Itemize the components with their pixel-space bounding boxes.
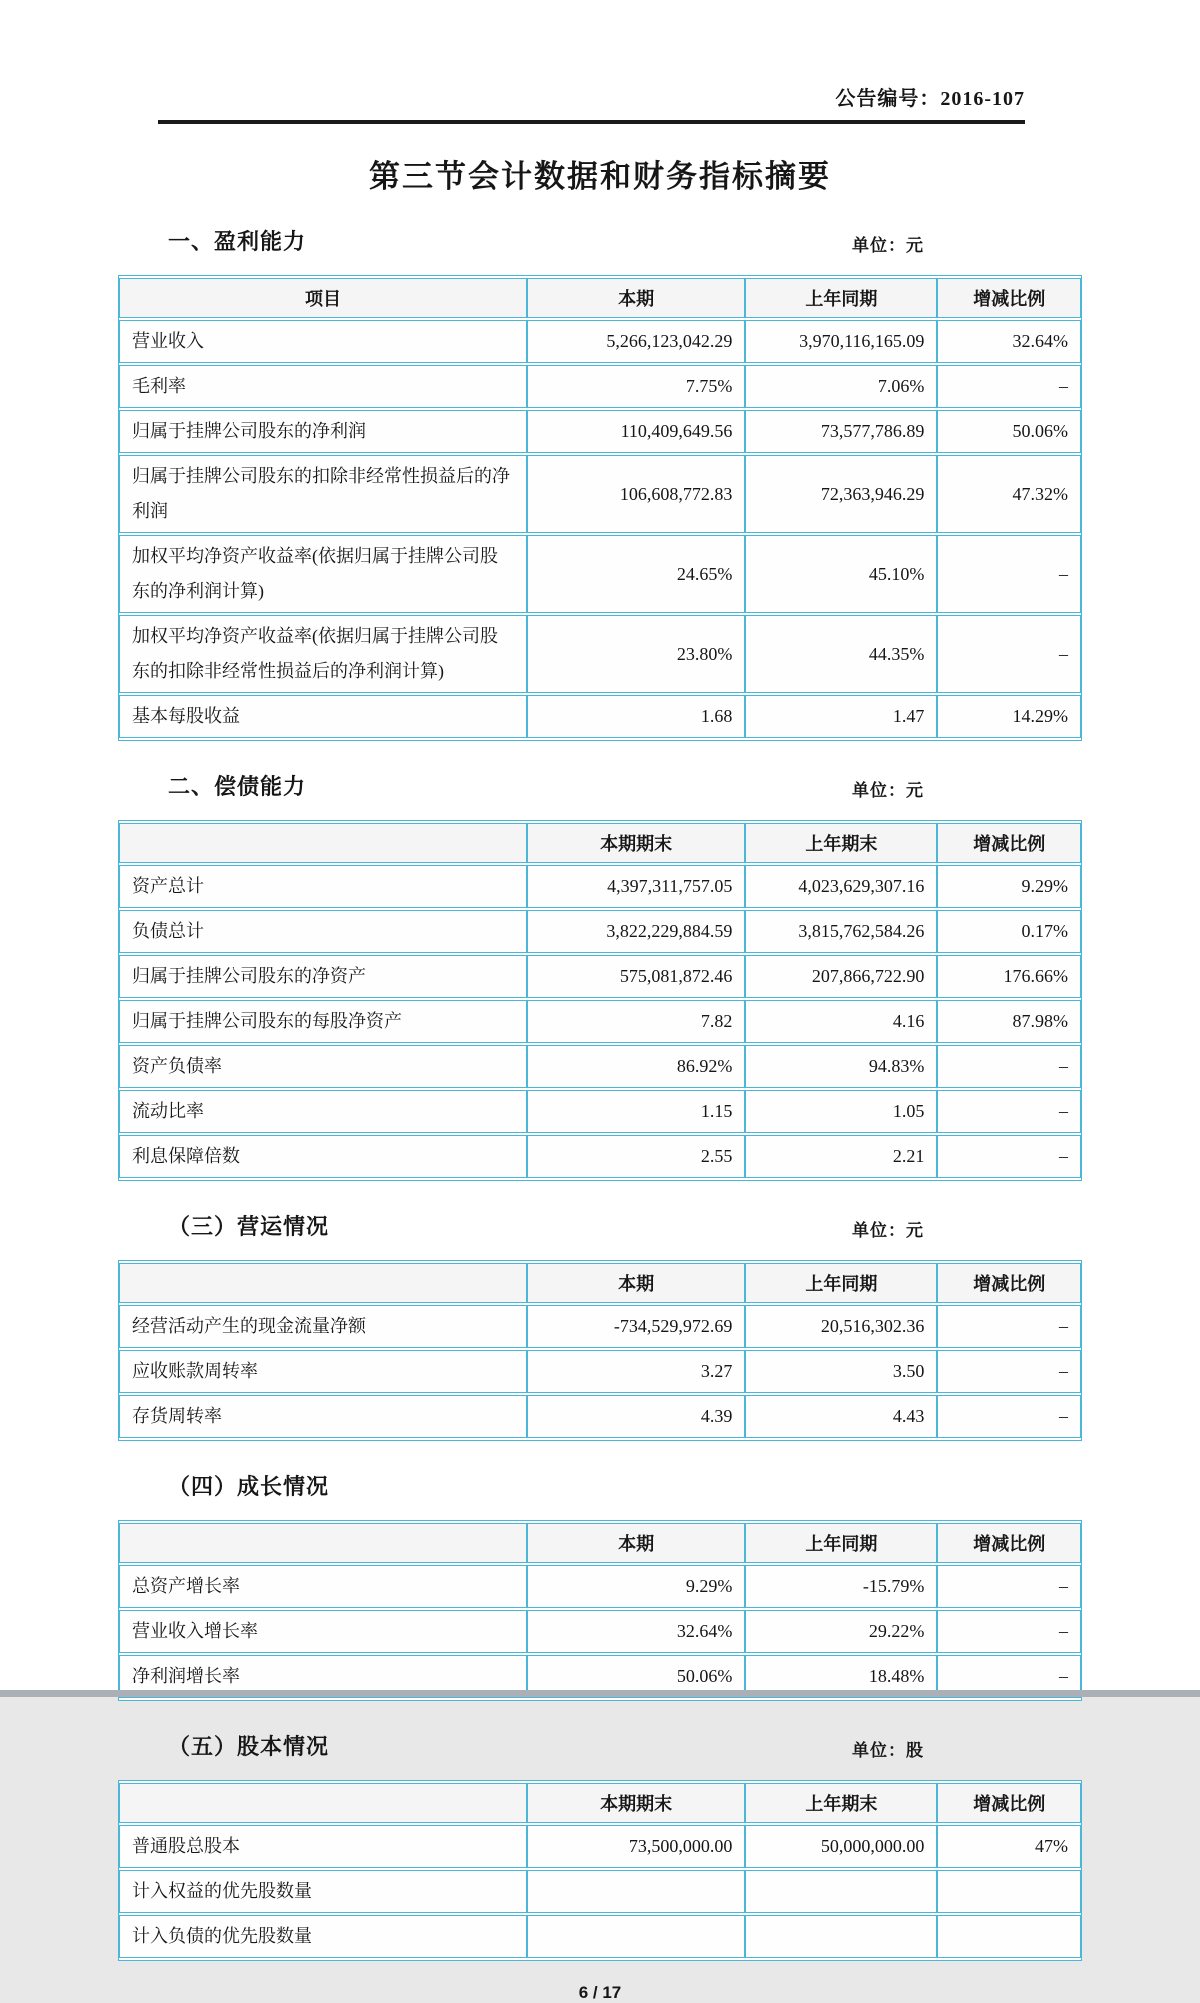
cell-value: 14.29% [937, 695, 1081, 738]
cell-value: 18.48% [745, 1655, 937, 1698]
column-header [119, 1523, 527, 1563]
column-header: 本期期末 [527, 1783, 745, 1823]
section-header-operation [118, 1210, 1082, 1241]
unit-label: 单位：股 [852, 1741, 924, 1760]
column-header: 本期 [527, 1263, 745, 1303]
row-label: 归属于挂牌公司股东的扣除非经常性损益后的净利润 [119, 455, 527, 533]
column-header: 增减比例 [937, 278, 1081, 318]
cell-value: 575,081,872.46 [527, 955, 745, 998]
table-row [119, 1305, 1081, 1348]
column-header: 增减比例 [937, 1263, 1081, 1303]
table-row [119, 1870, 1081, 1913]
cell-value: 44.35% [745, 615, 937, 693]
column-header [119, 1783, 527, 1823]
cell-value: 4.16 [745, 1000, 937, 1043]
cell-value: 45.10% [745, 535, 937, 613]
cell-value [527, 1870, 745, 1913]
cell-value: 4.39 [527, 1395, 745, 1438]
unit-label: 单位：元 [852, 1221, 924, 1240]
cell-value: 7.82 [527, 1000, 745, 1043]
column-header [119, 823, 527, 863]
cell-value [527, 1915, 745, 1958]
row-label: 负债总计 [119, 910, 527, 953]
table-row [119, 865, 1081, 908]
table-row [119, 1825, 1081, 1868]
cell-value: – [937, 1305, 1081, 1348]
page-number: 6 / 17 [578, 1983, 622, 2002]
cell-value: – [937, 1135, 1081, 1178]
cell-value [745, 1870, 937, 1913]
column-header: 本期期末 [527, 823, 745, 863]
row-label: 流动比率 [119, 1090, 527, 1133]
cell-value: 9.29% [937, 865, 1081, 908]
cell-value: 110,409,649.56 [527, 410, 745, 453]
cell-value: – [937, 1045, 1081, 1088]
table-row [119, 410, 1081, 453]
cell-value: 4,397,311,757.05 [527, 865, 745, 908]
cell-value: – [937, 1395, 1081, 1438]
share-capital-table [118, 1780, 1082, 1961]
cell-value: – [937, 615, 1081, 693]
cell-value [937, 1915, 1081, 1958]
table-row [119, 1045, 1081, 1088]
cell-value: 1.15 [527, 1090, 745, 1133]
cell-value: -15.79% [745, 1565, 937, 1608]
cell-value: 7.06% [745, 365, 937, 408]
table-row [119, 1915, 1081, 1958]
cell-value: 24.65% [527, 535, 745, 613]
unit-label: 单位：元 [852, 236, 924, 255]
cell-value: – [937, 1565, 1081, 1608]
cell-value: 106,608,772.83 [527, 455, 745, 533]
section-heading: 一、盈利能力 [168, 229, 307, 254]
cell-value: 47% [937, 1825, 1081, 1868]
section-heading: 二、偿债能力 [168, 774, 307, 799]
cell-value: 1.47 [745, 695, 937, 738]
row-label: 营业收入 [119, 320, 527, 363]
cell-value: 47.32% [937, 455, 1081, 533]
row-label: 存货周转率 [119, 1395, 527, 1438]
table-row [119, 320, 1081, 363]
header-row [119, 1263, 1081, 1303]
cell-value: 4.43 [745, 1395, 937, 1438]
table-row [119, 455, 1081, 533]
column-header [119, 1263, 527, 1303]
column-header: 增减比例 [937, 1523, 1081, 1563]
cell-value: – [937, 535, 1081, 613]
row-label: 计入负债的优先股数量 [119, 1915, 527, 1958]
header-row [119, 278, 1081, 318]
row-label: 利息保障倍数 [119, 1135, 527, 1178]
cell-value: 3.27 [527, 1350, 745, 1393]
table-row [119, 1565, 1081, 1608]
table-row [119, 1610, 1081, 1653]
cell-value: – [937, 1655, 1081, 1698]
column-header: 本期 [527, 278, 745, 318]
table-row [119, 1090, 1081, 1133]
section-heading: （三）营运情况 [168, 1214, 330, 1239]
cell-value: 3.50 [745, 1350, 937, 1393]
header-row [119, 1783, 1081, 1823]
section-header-share-capital [118, 1730, 1082, 1761]
cell-value: -734,529,972.69 [527, 1305, 745, 1348]
row-label: 计入权益的优先股数量 [119, 1870, 527, 1913]
row-label: 加权平均净资产收益率(依据归属于挂牌公司股东的净利润计算) [119, 535, 527, 613]
cell-value: 94.83% [745, 1045, 937, 1088]
row-label: 净利润增长率 [119, 1655, 527, 1698]
cell-value: 32.64% [527, 1610, 745, 1653]
table-row [119, 1395, 1081, 1438]
cell-value: 50,000,000.00 [745, 1825, 937, 1868]
column-header: 增减比例 [937, 1783, 1081, 1823]
row-label: 营业收入增长率 [119, 1610, 527, 1653]
section-heading: （五）股本情况 [168, 1734, 330, 1759]
row-label: 归属于挂牌公司股东的净利润 [119, 410, 527, 453]
row-label: 归属于挂牌公司股东的净资产 [119, 955, 527, 998]
cell-value: 73,577,786.89 [745, 410, 937, 453]
cell-value: 2.21 [745, 1135, 937, 1178]
section-header-profitability [118, 225, 1082, 256]
operation-table [118, 1260, 1082, 1441]
row-label: 普通股总股本 [119, 1825, 527, 1868]
doc-number: 公告编号：2016-107 [158, 82, 1025, 124]
profitability-table [118, 275, 1082, 741]
section-header-growth [118, 1470, 1082, 1501]
cell-value: 32.64% [937, 320, 1081, 363]
row-label: 总资产增长率 [119, 1565, 527, 1608]
cell-value: 0.17% [937, 910, 1081, 953]
cell-value: 23.80% [527, 615, 745, 693]
cell-value: 86.92% [527, 1045, 745, 1088]
row-label: 归属于挂牌公司股东的每股净资产 [119, 1000, 527, 1043]
cell-value: 87.98% [937, 1000, 1081, 1043]
cell-value [745, 1915, 937, 1958]
column-header: 上年同期 [745, 278, 937, 318]
header-row [119, 823, 1081, 863]
column-header: 上年同期 [745, 1263, 937, 1303]
table-row [119, 955, 1081, 998]
column-header: 增减比例 [937, 823, 1081, 863]
page-title: 第三节会计数据和财务指标摘要 [369, 159, 831, 194]
cell-value: 176.66% [937, 955, 1081, 998]
section-header-solvency [118, 770, 1082, 801]
row-label: 毛利率 [119, 365, 527, 408]
row-label: 资产总计 [119, 865, 527, 908]
table-row [119, 535, 1081, 613]
cell-value: 1.68 [527, 695, 745, 738]
cell-value: 9.29% [527, 1565, 745, 1608]
cell-value: 50.06% [937, 410, 1081, 453]
cell-value: – [937, 1350, 1081, 1393]
table-row [119, 910, 1081, 953]
cell-value: 29.22% [745, 1610, 937, 1653]
cell-value: 3,822,229,884.59 [527, 910, 745, 953]
column-header: 项目 [119, 278, 527, 318]
column-header: 上年期末 [745, 823, 937, 863]
cell-value: 72,363,946.29 [745, 455, 937, 533]
table-row [119, 615, 1081, 693]
table-row [119, 1000, 1081, 1043]
cell-value: 207,866,722.90 [745, 955, 937, 998]
section-heading: （四）成长情况 [168, 1474, 330, 1499]
cell-value: 5,266,123,042.29 [527, 320, 745, 363]
growth-table [118, 1520, 1082, 1701]
column-header: 上年期末 [745, 1783, 937, 1823]
row-label: 应收账款周转率 [119, 1350, 527, 1393]
scan-bottom-edge [0, 1690, 1200, 1697]
cell-value: 4,023,629,307.16 [745, 865, 937, 908]
cell-value: 50.06% [527, 1655, 745, 1698]
table-row [119, 365, 1081, 408]
cell-value: 20,516,302.36 [745, 1305, 937, 1348]
cell-value: 7.75% [527, 365, 745, 408]
header-row [119, 1523, 1081, 1563]
row-label: 资产负债率 [119, 1045, 527, 1088]
row-label: 经营活动产生的现金流量净额 [119, 1305, 527, 1348]
cell-value: – [937, 1090, 1081, 1133]
cell-value: – [937, 365, 1081, 408]
table-row [119, 1135, 1081, 1178]
cell-value: – [937, 1610, 1081, 1653]
cell-value: 3,970,116,165.09 [745, 320, 937, 363]
column-header: 本期 [527, 1523, 745, 1563]
row-label: 基本每股收益 [119, 695, 527, 738]
cell-value: 3,815,762,584.26 [745, 910, 937, 953]
unit-label: 单位：元 [852, 781, 924, 800]
solvency-table [118, 820, 1082, 1181]
column-header: 上年同期 [745, 1523, 937, 1563]
row-label: 加权平均净资产收益率(依据归属于挂牌公司股东的扣除非经常性损益后的净利润计算) [119, 615, 527, 693]
cell-value [937, 1870, 1081, 1913]
cell-value: 1.05 [745, 1090, 937, 1133]
cell-value: 2.55 [527, 1135, 745, 1178]
table-row [119, 1350, 1081, 1393]
table-row [119, 695, 1081, 738]
cell-value: 73,500,000.00 [527, 1825, 745, 1868]
